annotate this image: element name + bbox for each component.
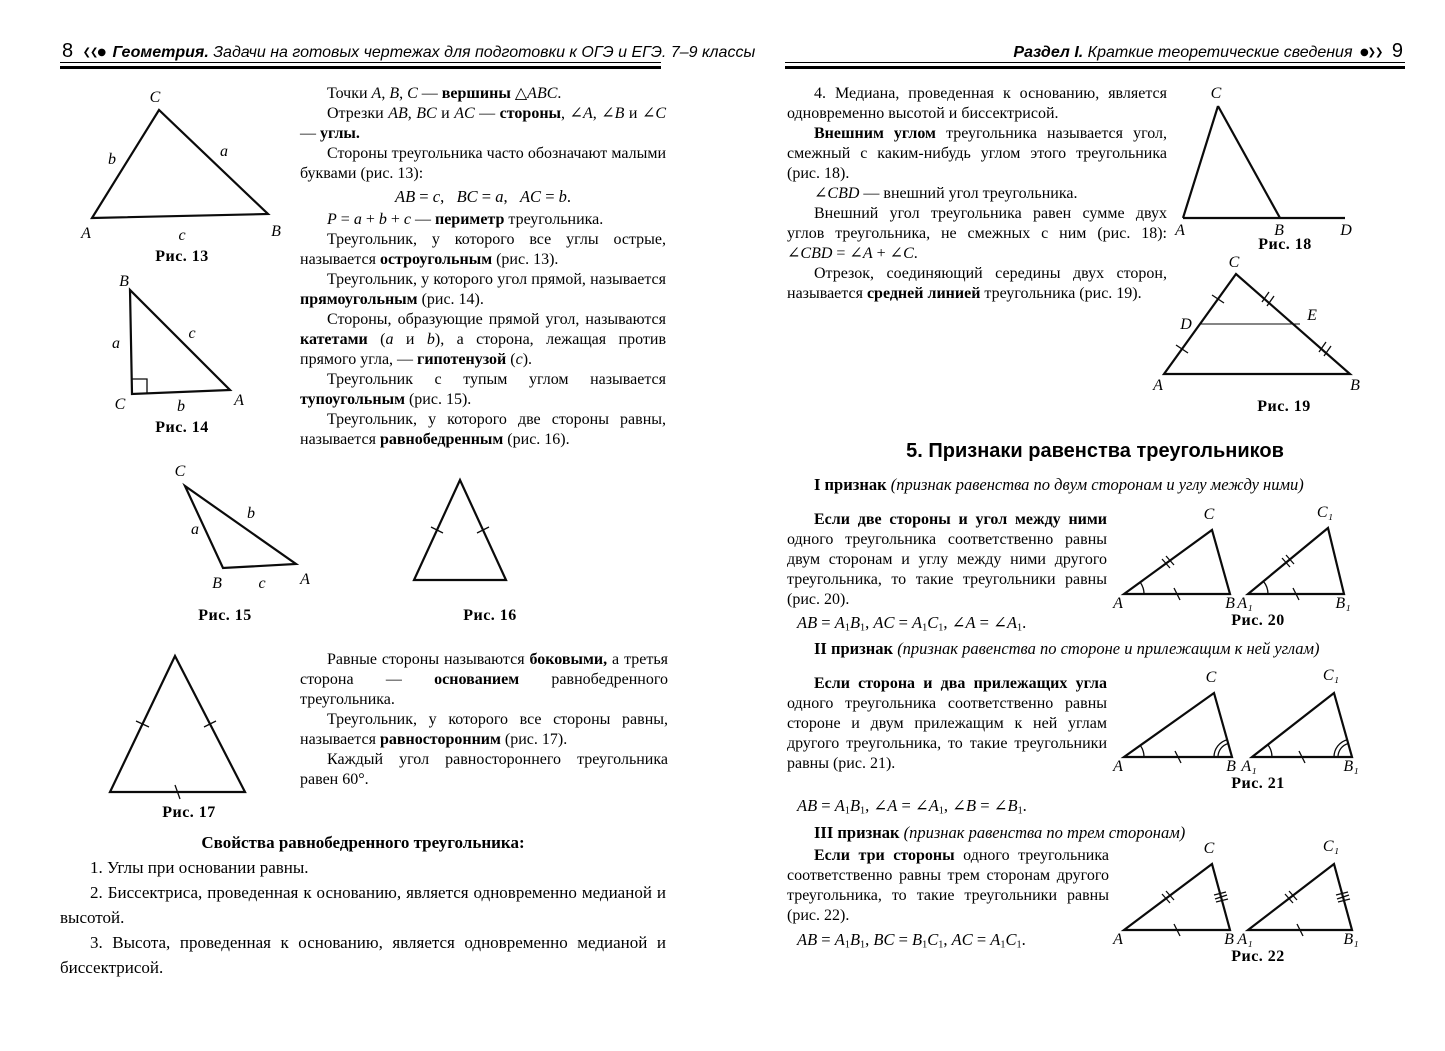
side-ac: [1183, 106, 1218, 218]
isosceles-properties: [60, 830, 666, 980]
sign3-body: Если три стороны одного треугольника соответственно равны трем сторонам другого треугольника, то такие треугольники равны (рис. 22).: [787, 847, 1109, 924]
vertex-label-c: C: [1205, 669, 1217, 686]
paragraph: Точки A, B, C — вершины △ABC.: [327, 85, 562, 102]
sign2-body: Если сторона и два прилежащих угла одного треугольника соответственно равны стороне и двум прилежащим к ней углам другого треугольника, то такие треугольники равны (рис. 21).: [787, 675, 1107, 772]
triangle-outline: [185, 486, 296, 568]
fig22-caption: Рис. 22: [1231, 948, 1285, 965]
fig19-svg: [1148, 256, 1420, 394]
sign2-heading: II признак (признак равенства по стороне и прилежащим к ней углам): [814, 639, 1320, 658]
angle-arcs-b1: [1334, 740, 1348, 757]
fig14-caption: Рис. 14: [155, 419, 209, 436]
vertex-label-c1: C₁: [1322, 667, 1340, 684]
vertex-label-b1: B₁: [1343, 931, 1359, 948]
figure-21: [1112, 663, 1404, 793]
vertex-label-c: C: [114, 396, 126, 413]
vertex-label-c1: C₁: [1316, 504, 1334, 521]
vertex-label-a1: A₁: [1237, 931, 1253, 948]
vertex-label-b1: B₁: [1343, 758, 1359, 775]
fig20-svg: [1112, 500, 1404, 612]
vertex-label-a1: A₁: [1241, 758, 1257, 775]
side-label-b: b: [247, 505, 255, 522]
left-head-subtitle: Задачи на готовых чертежах для подготовки к ОГЭ и ЕГЭ. 7–9 классы: [213, 44, 756, 61]
sides-formula: AB = c, BC = a, AC = b.: [395, 187, 571, 206]
paragraph: 4. Медиана, проведенная к основанию, является одновременно высотой и биссектрисой.: [787, 85, 1167, 122]
figure-20: [1112, 500, 1404, 630]
vertex-label-b: B: [1225, 595, 1235, 612]
vertex-label-b: B: [1350, 377, 1360, 394]
figure-16: [380, 468, 600, 625]
vertex-label-c: C: [174, 463, 186, 480]
sign3-formula: AB = $A_1B_1$, BC = $B_1C_1$, AC = $A_1C_1$.: [797, 930, 1026, 951]
paragraph: Треугольник, у которого все стороны равны, называется равносторонним (рис. 17).: [300, 711, 668, 748]
vertex-label-a: A: [1175, 222, 1185, 239]
triangle-outline: [110, 656, 245, 792]
vertex-label-e: E: [1307, 307, 1317, 324]
angle-arc: [1338, 744, 1348, 758]
fig21-caption: Рис. 21: [1231, 775, 1285, 792]
paragraph: Каждый угол равностороннего треугольника равен 60°.: [300, 751, 668, 788]
left-intro-column: [300, 84, 666, 450]
equal-side-ticks: [136, 721, 216, 799]
angle-arc-a1: [1263, 581, 1268, 594]
figure-13: [62, 86, 302, 266]
right-head-subtitle: Краткие теоретические сведения: [1087, 44, 1353, 61]
paragraph: Отрезок, соединяющий середины двух сторон, называется средней линией треугольника (рис. 19).: [787, 265, 1167, 302]
vertex-label-b: B: [1224, 931, 1234, 948]
vertex-label-b: B: [271, 223, 281, 240]
sign3-heading: III признак (признак равенства по трем сторонам): [814, 823, 1186, 842]
left-header-rule: [60, 62, 661, 69]
tick: [1176, 345, 1188, 353]
angle-arc-a: [1140, 745, 1144, 757]
triangle2-outline: [1248, 864, 1352, 930]
left-head-title: Геометрия.: [112, 44, 209, 61]
fig15-caption: Рис. 15: [198, 607, 252, 624]
side-label-c: c: [188, 325, 196, 342]
fig22-svg: [1112, 836, 1404, 948]
sign2-formula: AB = $A_1B_1$, ∠A = $\angle A_1$, ∠B = $\angle B_1$.: [797, 796, 1027, 817]
paragraph: Внешний угол треугольника равен сумме двух углов треугольника, не смежных с ним (рис. 18): ∠CBD = ∠A + ∠C.: [787, 205, 1167, 262]
side-label-a: a: [191, 521, 199, 538]
side-label-c: c: [178, 227, 186, 244]
angle-arc-a1: [1268, 745, 1272, 757]
side-label-a: a: [112, 335, 120, 352]
figure-18: [1160, 84, 1410, 254]
fig20-caption: Рис. 20: [1231, 612, 1285, 629]
fig17-caption: Рис. 17: [162, 804, 216, 821]
side-label-b: b: [177, 398, 185, 415]
vertex-label-a: A: [300, 571, 310, 588]
fig21-svg: [1112, 663, 1404, 775]
equal-side-ticks: [431, 527, 489, 533]
fig13-svg: [62, 86, 302, 246]
fig18-caption: Рис. 18: [1258, 236, 1312, 253]
vertex-label-c1: C₁: [1322, 838, 1340, 855]
right-head-title: Раздел I.: [1013, 44, 1084, 61]
side-cb: [1218, 106, 1280, 218]
vertex-label-c: C: [1203, 840, 1215, 857]
sign1-body: Если две стороны и угол между ними одного треугольника соответственно равны двум сторонам и углу между ними другого треугольника, то такие треугольники равны (рис. 20).: [787, 511, 1107, 608]
fig19-caption: Рис. 19: [1257, 398, 1311, 415]
angle-arc-a: [1140, 582, 1144, 594]
paragraph: ∠CBD — внешний угол треугольника.: [814, 185, 1078, 202]
vertex-label-d: D: [1180, 316, 1192, 333]
right-running-head: [785, 40, 1405, 63]
sign1-formula: AB = $A_1B_1$, AC = $A_1C_1$, ∠A = $\angle A_1$.: [797, 613, 1027, 634]
right-top-column: [787, 84, 1167, 304]
fig13-caption: Рис. 13: [155, 248, 209, 265]
property-item: 1. Углы при основании равны.: [90, 858, 309, 877]
angle-arcs-b: [1214, 740, 1228, 757]
triangle2-outline: [1248, 528, 1344, 594]
perimeter-formula: P = a + b + c — периметр треугольника.: [327, 211, 604, 228]
triangle-outline: [414, 480, 506, 580]
vertex-label-a: A: [81, 225, 91, 242]
property-item: 3. Высота, проведенная к основанию, является одновременно медианой и биссектрисой.: [60, 933, 666, 977]
fig14-svg: [62, 272, 302, 417]
vertex-label-b: B: [1274, 222, 1284, 239]
paragraph: Внешним углом треугольника называется угол, смежный с каким-нибудь углом этого треугольника (рис. 18).: [787, 125, 1168, 182]
vertex-label-c: C: [1210, 85, 1222, 102]
paragraph: Стороны треугольника часто обозначают малыми буквами (рис. 13):: [300, 145, 666, 182]
paragraph: Треугольник, у которого угол прямой, называется прямоугольным (рис. 14).: [300, 271, 666, 308]
vertex-label-d: D: [1340, 222, 1352, 239]
vertex-label-a: A: [234, 392, 244, 409]
triangle1-outline: [1124, 864, 1230, 930]
figure-14: [62, 272, 302, 437]
fig16-caption: Рис. 16: [463, 607, 517, 624]
fig16-svg: [380, 468, 600, 593]
vertex-label-a: A: [1113, 758, 1123, 775]
left-page-number: 8: [62, 40, 74, 62]
fig15-svg: [100, 452, 350, 607]
angle-arc: [1218, 744, 1228, 758]
figure-19: [1148, 256, 1420, 416]
section5-heading: 5. Признаки равенства треугольников: [906, 440, 1284, 462]
vertex-label-b: B: [1226, 758, 1236, 775]
side-label-a: a: [220, 143, 228, 160]
vertex-label-a: A: [1113, 931, 1123, 948]
triangle1-outline: [1124, 693, 1232, 757]
vertex-label-a1: A₁: [1237, 595, 1253, 612]
paragraph: Стороны, образующие прямой угол, называются катетами (a и b), а сторона, лежащая против прямого угла, — гипотенузой (c).: [300, 311, 666, 368]
vertex-label-a: A: [1153, 377, 1163, 394]
right-head-marker-icon: ●❯❯: [1359, 47, 1383, 58]
paragraph: Равные стороны называются боковыми, а третья сторона — основанием равнобедренного треугольника.: [300, 651, 669, 708]
fig17-svg: [78, 642, 300, 802]
left-head-marker-icon: ❮❮●: [82, 47, 106, 58]
vertex-label-c: C: [1203, 506, 1215, 523]
paragraph: Треугольник, у которого все углы острые, называется остроугольным (рис. 13).: [300, 231, 666, 268]
right-header-rule: [785, 62, 1405, 69]
vertex-label-b1: B₁: [1335, 595, 1351, 612]
right-angle-mark: [132, 379, 147, 393]
right-page-number: 9: [1391, 40, 1403, 62]
vertex-label-c: C: [149, 89, 161, 106]
properties-heading: Свойства равнобедренного треугольника:: [201, 833, 525, 852]
tick: [1212, 295, 1224, 303]
fig18-svg: [1160, 84, 1410, 239]
triangle-outline: [92, 110, 268, 218]
triangle1-outline: [1124, 530, 1230, 594]
paragraph: Треугольник, у которого две стороны равны, называется равнобедренным (рис. 16).: [300, 411, 666, 448]
figure-22: [1112, 836, 1404, 966]
figure-15: [100, 452, 350, 625]
left-isosceles-column: [300, 650, 668, 790]
vertex-label-b: B: [212, 575, 222, 592]
side-label-c: c: [258, 575, 266, 592]
side-label-b: b: [108, 151, 116, 168]
vertex-label-c: C: [1228, 254, 1240, 271]
left-running-head: [60, 40, 756, 63]
paragraph: Треугольник с тупым углом называется тупоугольным (рис. 15).: [300, 371, 666, 408]
property-item: 2. Биссектриса, проведенная к основанию, является одновременно медианой и высотой.: [60, 883, 666, 927]
vertex-label-b: B: [119, 273, 129, 290]
vertex-label-a: A: [1113, 595, 1123, 612]
paragraph: Отрезки AB, BC и AC — стороны, ∠A, ∠B и ∠C — углы.: [300, 105, 667, 142]
sign1-heading: I признак (признак равенства по двум сторонам и углу между ними): [814, 475, 1304, 494]
figure-17: [78, 642, 300, 822]
